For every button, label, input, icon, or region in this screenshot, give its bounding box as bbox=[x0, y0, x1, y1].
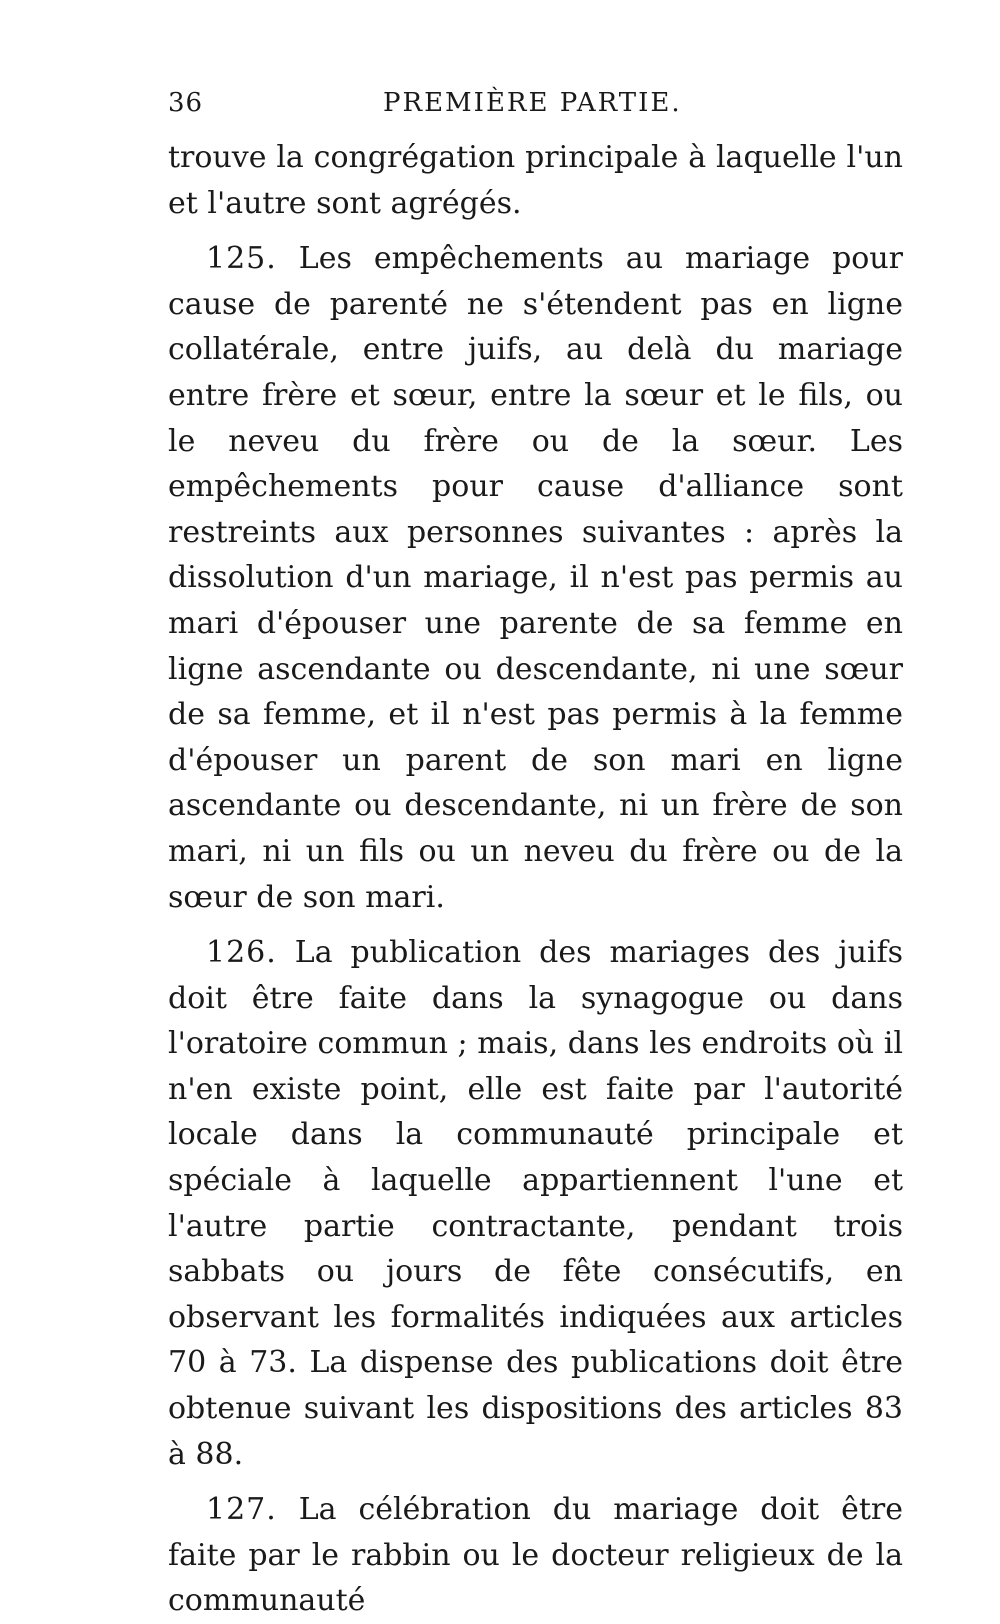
paragraph-text: Les empêchements au mariage pour cause de parenté ne s'étendent pas en ligne collatérale, entre juifs, au delà du mariage entre frère et sœur, entre la sœur et le fils, ou le neveu du frère ou de la sœur. Les empêchements pour cause d'alliance sont restreints aux personnes suivantes : après la dissolution d'un mariage, il n'est pas permis au mari d'épouser une parente de sa femme en ligne ascendante ou descendante, ni une sœur de sa femme, et il n'est pas permis à la femme d'épouser un parent de son mari en ligne ascendante ou descendante, ni un frère de son mari, ni un fils ou un neveu du frère ou de la sœur de son mari. bbox=[168, 241, 903, 915]
paragraph-continuation bbox=[168, 135, 903, 226]
running-head bbox=[168, 88, 893, 128]
paragraph-text: trouve la congrégation principale à laquelle l'un et l'autre sont agrégés. bbox=[168, 140, 903, 221]
article-number: 125. bbox=[206, 241, 277, 277]
page-number: 36 bbox=[168, 88, 204, 118]
paragraph-text: La publication des mariages des juifs doit être faite dans la synagogue ou dans l'oratoire commun ; mais, dans les endroits où il n'en existe point, elle est faite par l'autorité locale dans la communauté principale et spéciale à laquelle appartiennent l'une et l'autre partie contractante, pendant trois sabbats ou jours de fête consécutifs, en observant les formalités indiquées aux articles 70 à 73. La dispense des publications doit être obtenue suivant les dispositions des articles 83 à 88. bbox=[168, 935, 903, 1472]
running-title: PREMIÈRE PARTIE. bbox=[383, 88, 682, 118]
article-number: 127. bbox=[206, 1492, 277, 1528]
paragraph-text: La célébration du mariage doit être faite par le rabbin ou le docteur religieux de la communauté bbox=[168, 1492, 903, 1619]
article-number: 126. bbox=[206, 935, 277, 971]
paragraph-article-127 bbox=[168, 1487, 903, 1624]
paragraph-article-125 bbox=[168, 236, 903, 920]
paragraph-article-126 bbox=[168, 930, 903, 1477]
body-text bbox=[168, 135, 903, 1624]
